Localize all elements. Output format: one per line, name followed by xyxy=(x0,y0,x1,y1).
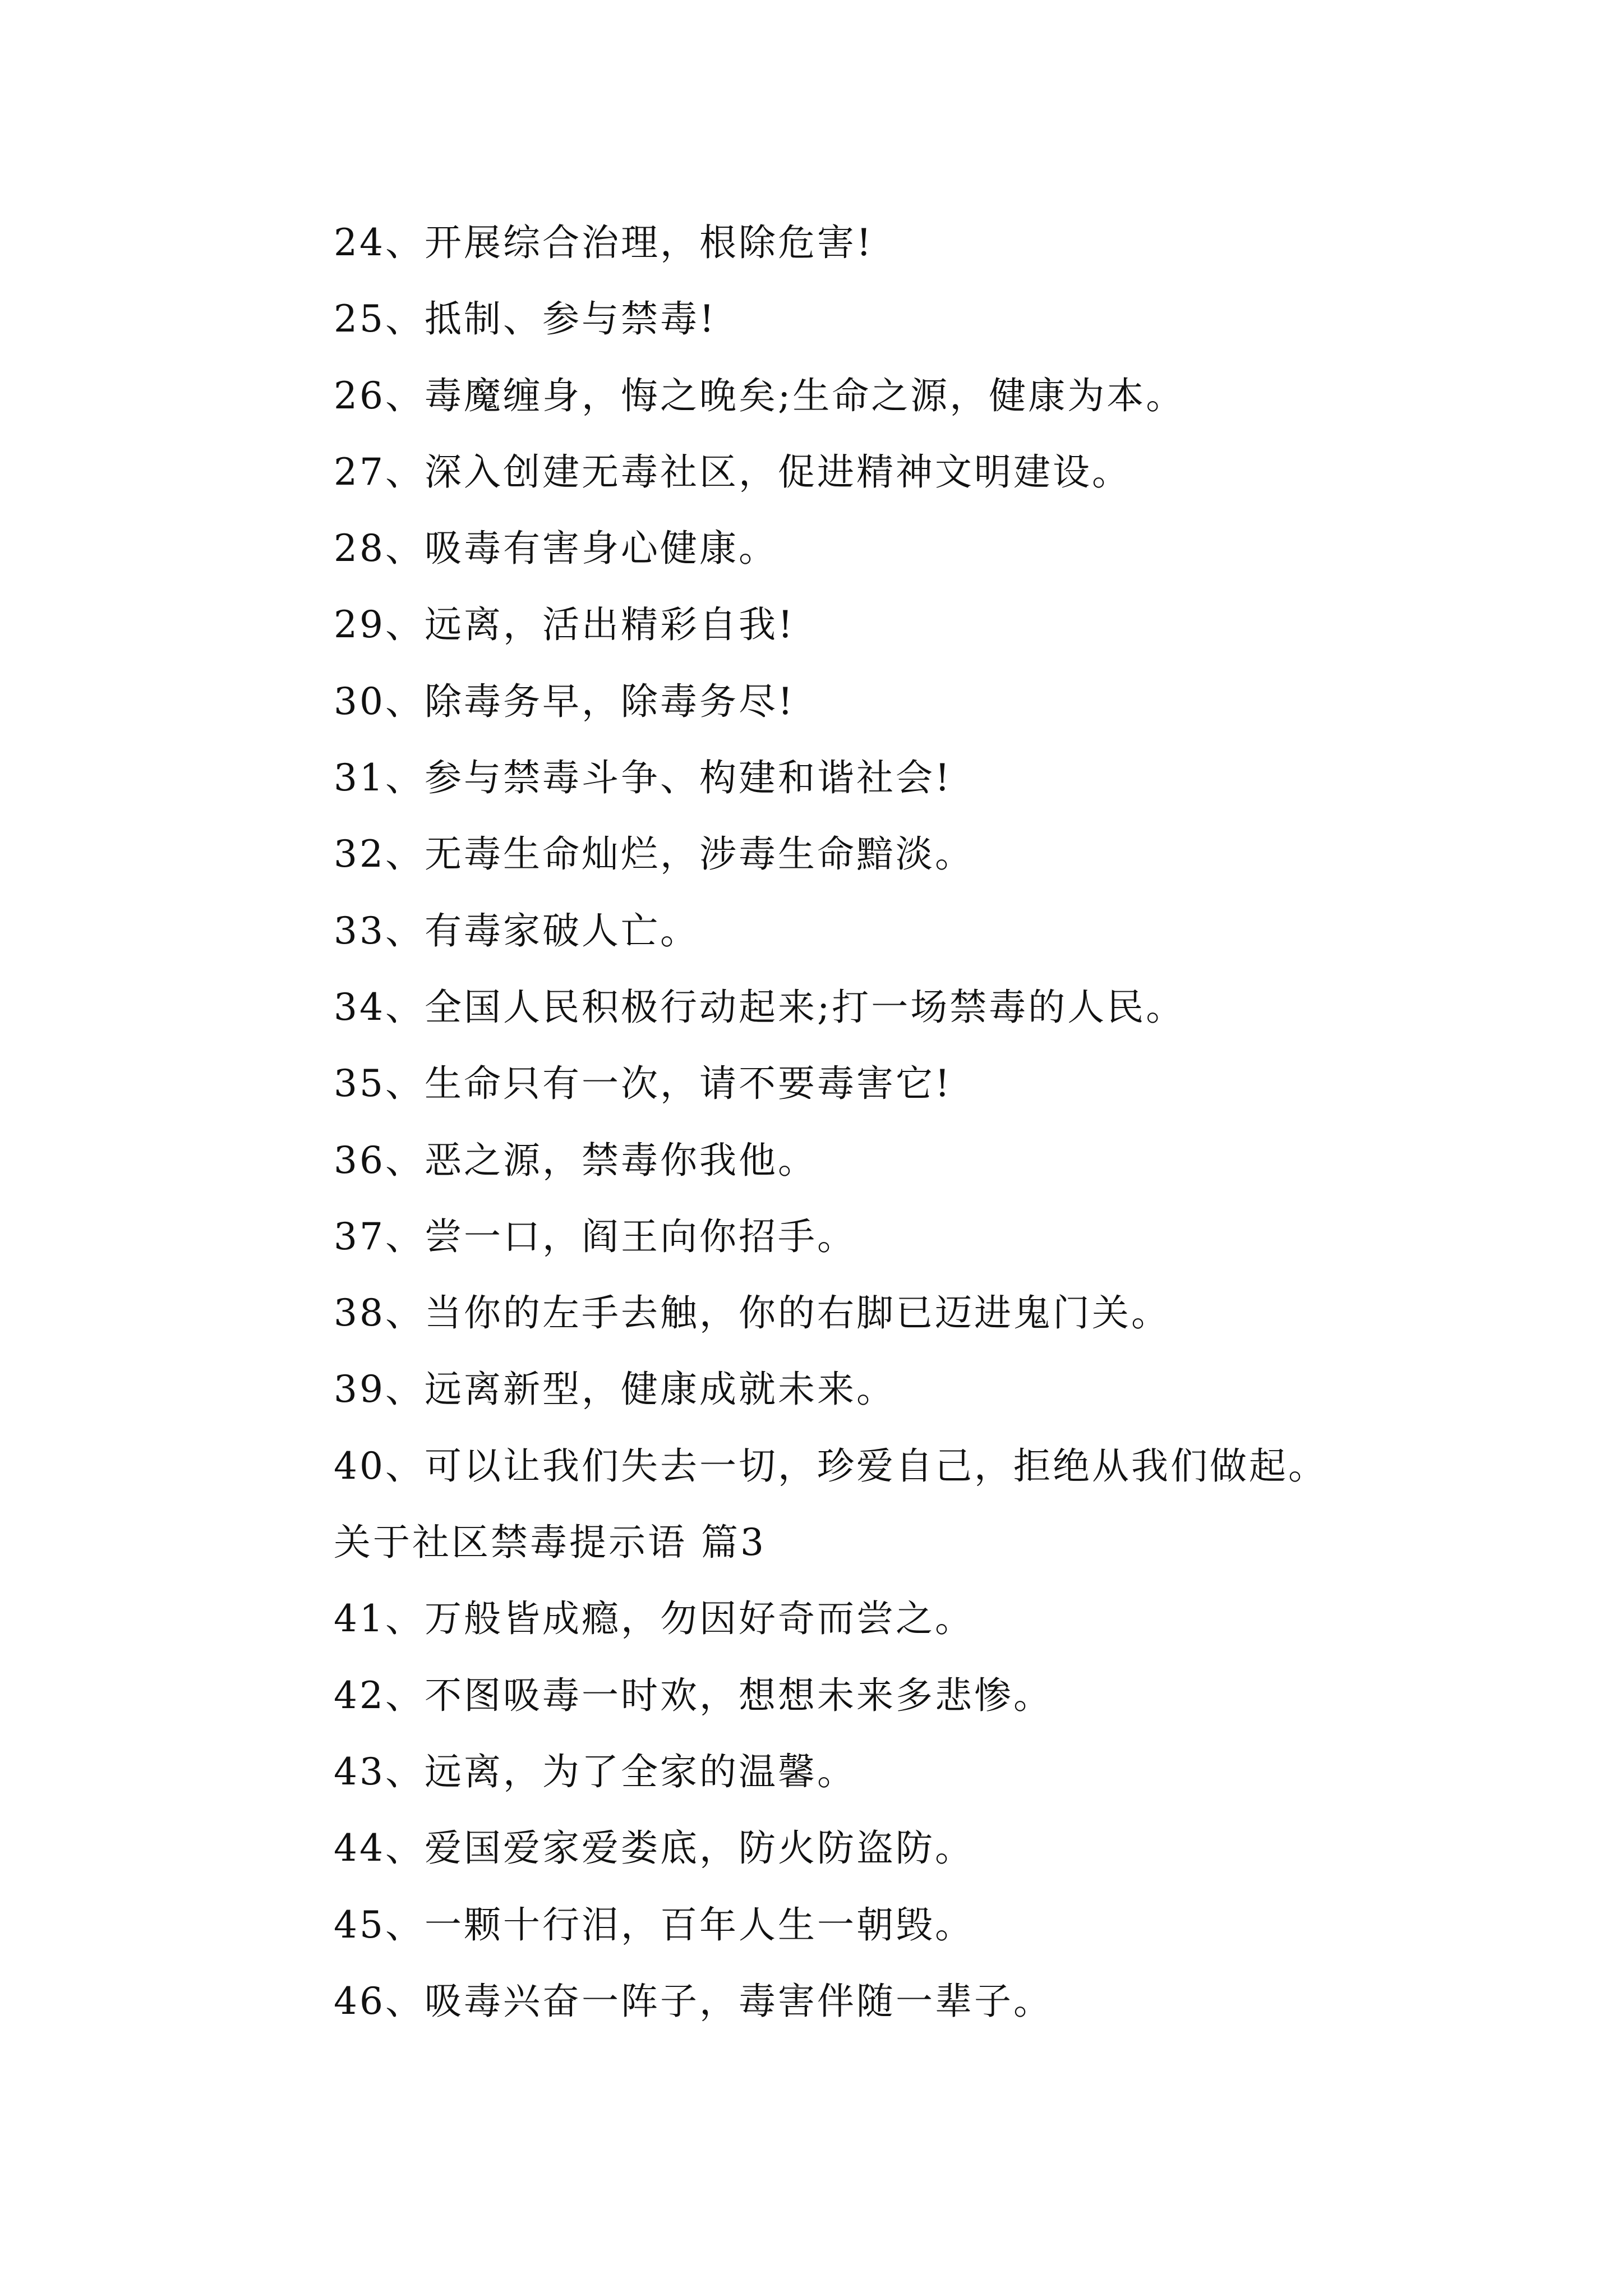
slogan-line-40: 40、可以让我们失去一切，珍爱自己，拒绝从我们做起。 xyxy=(334,1444,1327,1488)
slogan-line-39: 39、远离新型，健康成就未来。 xyxy=(334,1368,896,1411)
slogan-line-32: 32、无毒生命灿烂，涉毒生命黯淡。 xyxy=(334,832,974,876)
slogan-line-28: 28、吸毒有害身心健康。 xyxy=(334,527,778,570)
slogan-line-45: 45、一颗十行泪，百年人生一朝毁。 xyxy=(334,1903,974,1947)
slogan-line-43: 43、远离，为了全家的温馨。 xyxy=(334,1750,856,1793)
slogan-line-30: 30、除毒务早，除毒务尽! xyxy=(334,679,795,723)
slogan-line-34: 34、全国人民积极行动起来;打一场禁毒的人民。 xyxy=(334,985,1186,1029)
slogan-list xyxy=(334,205,1511,2040)
slogan-line-44: 44、爱国爱家爱娄底，防火防盗防。 xyxy=(334,1826,974,1870)
slogan-line-41: 41、万般皆成瘾，勿因好奇而尝之。 xyxy=(334,1597,974,1641)
slogan-line-27: 27、深入创建无毒社区，促进精神文明建设。 xyxy=(334,450,1131,494)
section-heading: 关于社区禁毒提示语 篇3 xyxy=(334,1521,766,1565)
slogan-line-38: 38、当你的左手去触，你的右脚已迈进鬼门关。 xyxy=(334,1291,1170,1335)
slogan-line-26: 26、毒魔缠身，悔之晚矣;生命之源，健康为本。 xyxy=(334,374,1186,417)
slogan-line-25: 25、抵制、参与禁毒! xyxy=(334,297,717,341)
slogan-line-31: 31、参与禁毒斗争、构建和谐社会! xyxy=(334,756,952,800)
slogan-line-33: 33、有毒家破人亡。 xyxy=(334,909,699,953)
slogan-line-36: 36、恶之源，禁毒你我他。 xyxy=(334,1138,817,1182)
slogan-line-46: 46、吸毒兴奋一阵子，毒害伴随一辈子。 xyxy=(334,1979,1053,2023)
slogan-line-35: 35、生命只有一次，请不要毒害它! xyxy=(334,1062,952,1106)
slogan-line-24: 24、开展综合治理，根除危害! xyxy=(334,221,874,264)
slogan-line-42: 42、不图吸毒一时欢，想想未来多悲惨。 xyxy=(334,1673,1053,1717)
slogan-line-37: 37、尝一口，阎王向你招手。 xyxy=(334,1214,856,1258)
slogan-line-29: 29、远离，活出精彩自我! xyxy=(334,603,795,647)
